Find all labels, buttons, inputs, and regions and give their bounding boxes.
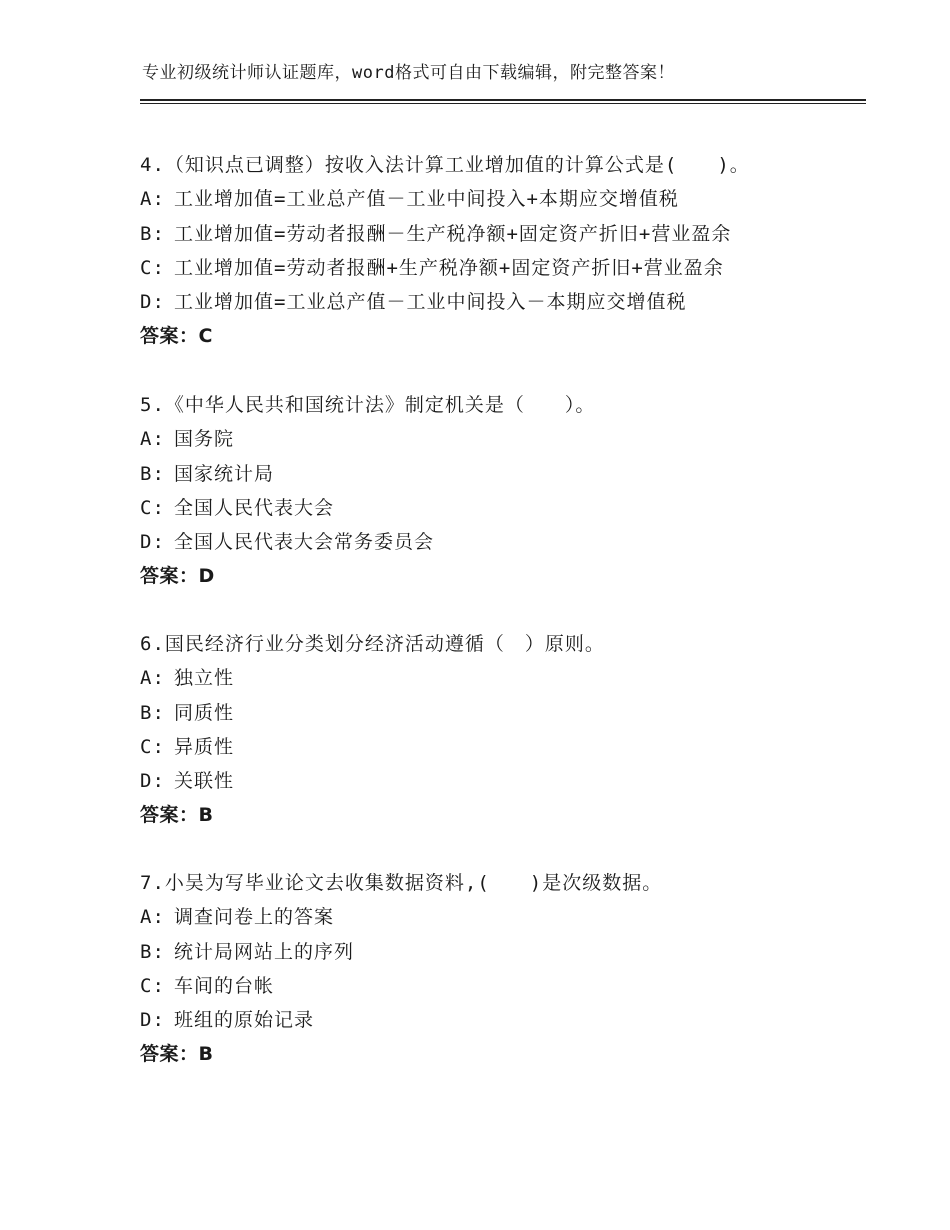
option-d — [140, 285, 900, 319]
option-text: 车间的台帐 — [174, 974, 275, 997]
option-text: 调查问卷上的答案 — [174, 906, 335, 929]
header-text: 专业初级统计师认证题库，word格式可自由下载编辑，附完整答案！ — [142, 63, 675, 83]
option-letter: D: — [140, 291, 165, 314]
option-letter: B: — [140, 940, 165, 963]
option-b — [140, 217, 900, 251]
option-text: 独立性 — [174, 667, 235, 690]
option-text: 统计局网站上的序列 — [174, 940, 355, 963]
option-a — [140, 422, 900, 456]
option-text: 班组的原始记录 — [174, 1009, 315, 1032]
option-b — [140, 457, 900, 491]
option-text: 同质性 — [174, 701, 235, 724]
option-c — [140, 969, 900, 1003]
option-text: 工业增加值=劳动者报酬+生产税净额+固定资产折旧+营业盈余 — [174, 256, 724, 279]
option-text: 异质性 — [174, 735, 235, 758]
option-c — [140, 251, 900, 285]
option-letter: A: — [140, 428, 165, 451]
answer-text: 答案：D — [140, 565, 215, 588]
option-b — [140, 696, 900, 730]
option-text: 全国人民代表大会常务委员会 — [174, 531, 435, 554]
option-letter: A: — [140, 188, 165, 211]
option-text: 国家统计局 — [174, 462, 275, 485]
question-stem: 4.（知识点已调整）按收入法计算工业增加值的计算公式是( )。 — [140, 154, 750, 176]
answer-text: 答案：C — [140, 325, 213, 348]
question-block — [140, 866, 900, 1072]
answer-text: 答案：B — [140, 804, 214, 827]
question-block — [140, 627, 900, 833]
option-a — [140, 661, 900, 695]
option-d — [140, 525, 900, 559]
option-d — [140, 764, 900, 798]
option-c — [140, 491, 900, 525]
option-letter: B: — [140, 222, 165, 245]
question-block — [140, 148, 900, 354]
option-text: 工业增加值=劳动者报酬－生产税净额+固定资产折旧+营业盈余 — [174, 222, 732, 245]
header-divider-thin — [140, 103, 866, 104]
option-letter: A: — [140, 667, 165, 690]
option-text: 工业增加值=工业总产值－工业中间投入+本期应交增值税 — [174, 188, 679, 211]
option-letter: B: — [140, 462, 165, 485]
option-letter: C: — [140, 974, 165, 997]
option-letter: C: — [140, 256, 165, 279]
header-divider-thick — [140, 99, 866, 101]
option-letter: D: — [140, 1009, 165, 1032]
option-letter: C: — [140, 496, 165, 519]
question-stem: 6.国民经济行业分类划分经济活动遵循（ ）原则。 — [140, 633, 605, 655]
option-letter: B: — [140, 701, 165, 724]
option-text: 关联性 — [174, 770, 235, 793]
option-a — [140, 182, 900, 216]
answer-text: 答案：B — [140, 1043, 214, 1066]
option-d — [140, 1003, 900, 1037]
option-b — [140, 935, 900, 969]
question-stem: 7.小吴为写毕业论文去收集数据资料,( )是次级数据。 — [140, 872, 663, 894]
question-block — [140, 388, 900, 594]
option-letter: D: — [140, 531, 165, 554]
option-letter: C: — [140, 735, 165, 758]
option-a — [140, 900, 900, 934]
question-stem: 5.《中华人民共和国统计法》制定机关是（ ）。 — [140, 394, 596, 416]
option-letter: D: — [140, 770, 165, 793]
option-c — [140, 730, 900, 764]
option-letter: A: — [140, 906, 165, 929]
option-text: 工业增加值=工业总产值－工业中间投入－本期应交增值税 — [174, 291, 687, 314]
option-text: 全国人民代表大会 — [174, 496, 335, 519]
option-text: 国务院 — [174, 428, 235, 451]
